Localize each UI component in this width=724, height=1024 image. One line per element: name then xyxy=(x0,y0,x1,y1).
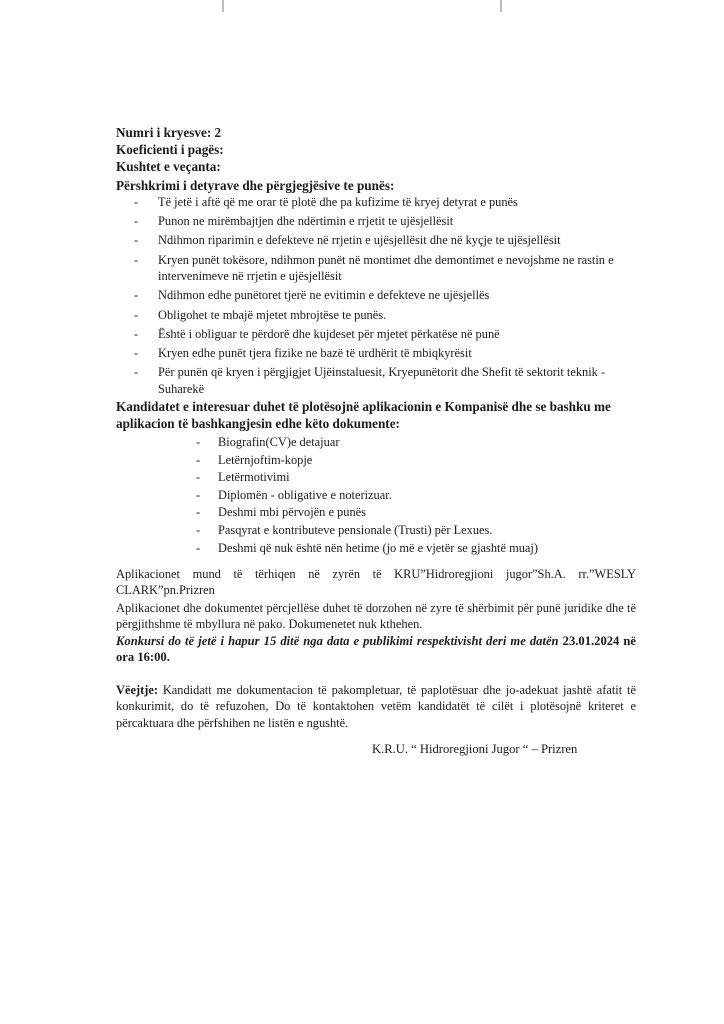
deadline-text: Konkursi do të jetë i hapur 15 ditë nga data e publikimi respektivisht deri me datën xyxy=(116,634,559,648)
document-item: - Letërnjoftim-kopje xyxy=(196,452,616,470)
document-item: - Deshmi mbi përvojën e punës xyxy=(196,504,616,522)
duty-item: - Obligohet te mbajë mjetet mbrojtëse te punës. xyxy=(128,307,638,324)
note-paragraph xyxy=(116,682,636,731)
duties-heading: Përshkrimi i detyrave dhe përgjegjësive te punës: xyxy=(116,178,395,193)
duty-item: - Ndihmon edhe punëtoret tjerë ne evitimin e defekteve ne ujësjellës xyxy=(128,287,638,304)
pay-coefficient: Koeficienti i pagës: xyxy=(116,142,224,157)
duty-item: - Të jetë i aftë që me orar të plotë dhe pa kufizime të kryej detyrat e punës xyxy=(128,194,638,211)
document-item: - Diplomën - obligative e noterizuar. xyxy=(196,487,616,505)
document-item: - Pasqyrat e kontributeve pensionale (Trusti) për Lexues. xyxy=(196,522,616,540)
executors-count: Numri i kryesve: 2 xyxy=(116,125,222,140)
scan-artifact xyxy=(222,0,224,12)
deadline-date: 23.01.2024 në ora 16:00. xyxy=(116,634,637,665)
signature: K.R.U. “ Hidroregjioni Jugor “ – Prizren xyxy=(372,742,578,756)
duty-item: - Kryen punët tokësore, ndihmon punët në montimet dhe demontimet e nevojshme ne rastin e intervenimeve në rrjetin e ujësjellësit xyxy=(128,252,638,285)
note-label: Vëejtje: xyxy=(116,683,158,697)
duties-list xyxy=(128,194,638,400)
documents-list xyxy=(196,434,616,557)
duty-item: - Kryen edhe punët tjera fizike ne bazë të urdhërit të mbiqkyrësit xyxy=(128,345,638,362)
document-item: - Letërmotivimi xyxy=(196,469,616,487)
duty-item: - Ndihmon riparimin e defekteve në rrjetin e ujësjellësit dhe në kyçje te ujësjellësit xyxy=(128,232,638,249)
candidates-intro: Kandidatet e interesuar duhet të plotësojnë aplikacionin e Kompanisë dhe se bashku me aplikacion të bashkangjesin edhe këto dokumente: xyxy=(116,399,611,431)
deadline-paragraph xyxy=(116,633,636,666)
pickup-paragraph: Aplikacionet mund të tërhiqen në zyrën të KRU”Hidroregjioni jugor”Sh.A. rr.”WESLY CLARK”pn.Prizren xyxy=(116,567,636,598)
note-text: Kandidatt me dokumentacion të pakompletuar, të paplotësuar dhe jo-adekuat jashtë afatit të konkurimit, do të refuzohen, Do të kontaktohen vetëm kandidatët të cilët i plotësojnë kriteret e përcaktuara dhe përfshihen ne listën e ngushtë. xyxy=(116,683,636,730)
duty-item: - Punon ne mirëmbajtjen dhe ndërtimin e rrjetit te ujësjellësit xyxy=(128,213,638,230)
duty-item: - Është i obliguar te përdorë dhe kujdeset për mjetet përkatëse në punë xyxy=(128,326,638,343)
job-meta xyxy=(116,124,636,175)
duty-item: - Për punën që kryen i përgjigjet Ujëinstaluesit, Kryepunëtorit dhe Shefit të sektorit teknik - Suharekë xyxy=(128,364,638,397)
scan-artifact xyxy=(500,0,502,12)
special-conditions: Kushtet e veçanta: xyxy=(116,159,221,174)
submission-paragraph: Aplikacionet dhe dokumentet përcjellëse duhet të dorzohen në zyre të shërbimit për punë juridike dhe të përgjithshme të mbyllura në pako. Dokumenetet nuk kthehen. xyxy=(116,601,636,632)
document-item: - Biografin(CV)e detajuar xyxy=(196,434,616,452)
document-item: - Deshmi që nuk është nën hetime (jo më e vjetër se gjashtë muaj) xyxy=(196,540,616,558)
